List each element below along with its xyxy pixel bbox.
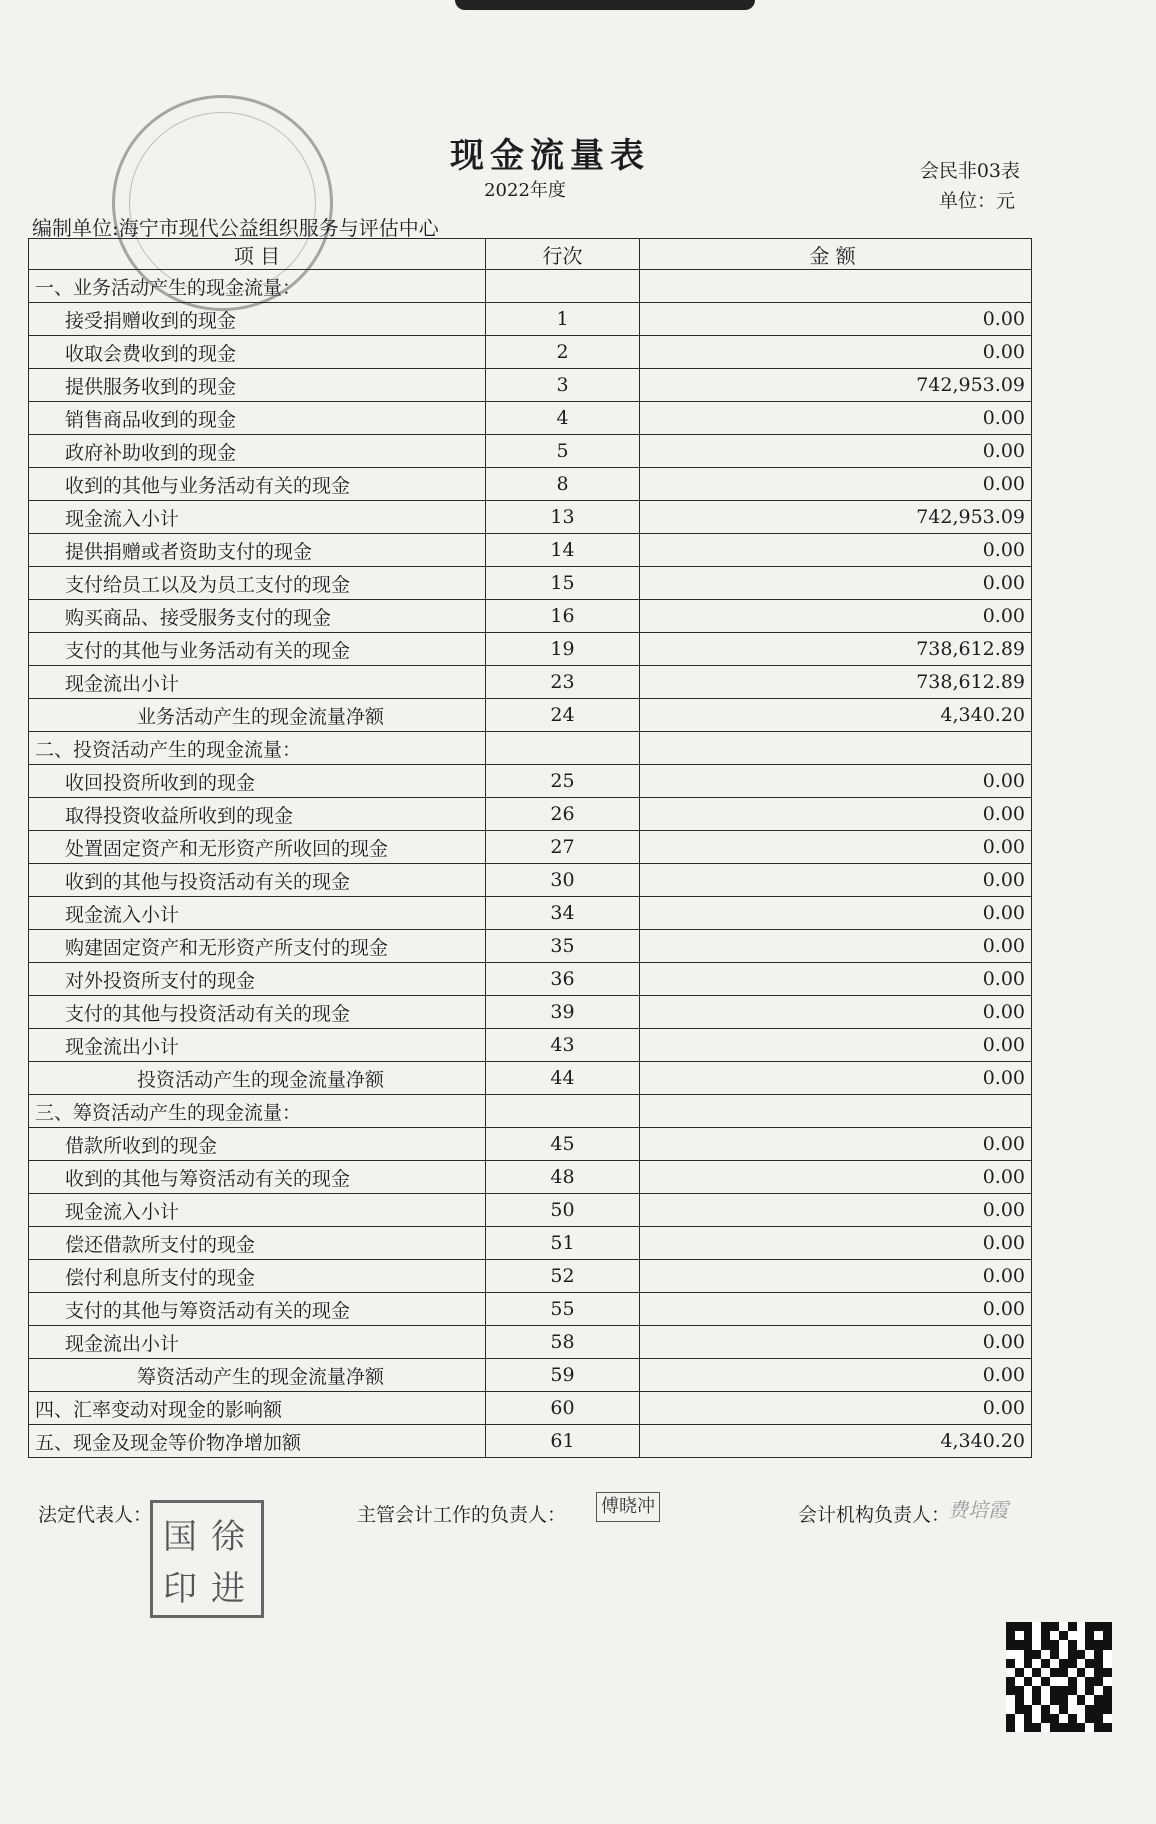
preparing-organization: 编制单位:海宁市现代公益组织服务与评估中心 xyxy=(32,216,439,240)
row-amount: 0.00 xyxy=(640,600,1032,633)
row-amount: 0.00 xyxy=(640,567,1032,600)
table-row xyxy=(29,270,1032,303)
row-item: 支付的其他与投资活动有关的现金 xyxy=(29,996,486,1029)
table-row xyxy=(29,534,1032,567)
table-row xyxy=(29,402,1032,435)
seal-char: 国 xyxy=(163,1517,197,1557)
table-row xyxy=(29,930,1032,963)
personal-seal xyxy=(150,1500,264,1618)
row-amount: 0.00 xyxy=(640,864,1032,897)
row-amount: 0.00 xyxy=(640,1392,1032,1425)
row-line-number: 13 xyxy=(486,501,640,534)
row-item: 现金流入小计 xyxy=(29,1194,486,1227)
row-item: 支付的其他与筹资活动有关的现金 xyxy=(29,1293,486,1326)
row-amount: 0.00 xyxy=(640,930,1032,963)
table-row xyxy=(29,1260,1032,1293)
table-row xyxy=(29,798,1032,831)
cash-flow-table xyxy=(28,238,1032,1458)
row-amount: 0.00 xyxy=(640,1194,1032,1227)
table-row xyxy=(29,1194,1032,1227)
row-amount: 0.00 xyxy=(640,435,1032,468)
table-header-row xyxy=(29,239,1032,270)
seal-char: 徐 xyxy=(211,1517,245,1557)
table-row xyxy=(29,567,1032,600)
row-item: 二、投资活动产生的现金流量： xyxy=(29,732,486,765)
dept-head-label: 会计机构负责人： xyxy=(798,1504,951,1526)
row-line-number: 15 xyxy=(486,567,640,600)
row-line-number: 44 xyxy=(486,1062,640,1095)
table-row xyxy=(29,897,1032,930)
row-item: 对外投资所支付的现金 xyxy=(29,963,486,996)
table-row xyxy=(29,468,1032,501)
row-item: 偿付利息所支付的现金 xyxy=(29,1260,486,1293)
row-item: 处置固定资产和无形资产所收回的现金 xyxy=(29,831,486,864)
row-item: 销售商品收到的现金 xyxy=(29,402,486,435)
row-amount: 738,612.89 xyxy=(640,666,1032,699)
row-item: 购建固定资产和无形资产所支付的现金 xyxy=(29,930,486,963)
row-amount: 0.00 xyxy=(640,831,1032,864)
row-amount: 0.00 xyxy=(640,1227,1032,1260)
row-line-number: 60 xyxy=(486,1392,640,1425)
row-amount: 742,953.09 xyxy=(640,501,1032,534)
table-row xyxy=(29,666,1032,699)
row-item: 现金流入小计 xyxy=(29,501,486,534)
row-line-number: 1 xyxy=(486,303,640,336)
row-item: 接受捐赠收到的现金 xyxy=(29,303,486,336)
row-item: 投资活动产生的现金流量净额 xyxy=(29,1062,486,1095)
row-amount: 0.00 xyxy=(640,1293,1032,1326)
row-item: 政府补助收到的现金 xyxy=(29,435,486,468)
table-row xyxy=(29,1062,1032,1095)
table-row xyxy=(29,435,1032,468)
row-amount: 0.00 xyxy=(640,1260,1032,1293)
row-line-number: 55 xyxy=(486,1293,640,1326)
row-item: 四、汇率变动对现金的影响额 xyxy=(29,1392,486,1425)
row-line-number: 27 xyxy=(486,831,640,864)
table-row xyxy=(29,633,1032,666)
row-line-number: 36 xyxy=(486,963,640,996)
table-row xyxy=(29,864,1032,897)
row-item: 三、筹资活动产生的现金流量： xyxy=(29,1095,486,1128)
table-row xyxy=(29,963,1032,996)
row-line-number: 25 xyxy=(486,765,640,798)
row-item: 收到的其他与业务活动有关的现金 xyxy=(29,468,486,501)
row-line-number: 5 xyxy=(486,435,640,468)
row-amount: 738,612.89 xyxy=(640,633,1032,666)
row-item: 一、业务活动产生的现金流量： xyxy=(29,270,486,303)
row-item: 借款所收到的现金 xyxy=(29,1128,486,1161)
table-row xyxy=(29,1029,1032,1062)
row-line-number: 58 xyxy=(486,1326,640,1359)
form-number: 会民非03表 xyxy=(919,160,1020,182)
row-line-number: 35 xyxy=(486,930,640,963)
row-line-number: 2 xyxy=(486,336,640,369)
row-item: 五、现金及现金等价物净增加额 xyxy=(29,1425,486,1458)
header-item: 项 目 xyxy=(29,239,486,270)
header-amount: 金 额 xyxy=(640,239,1032,270)
row-line-number: 4 xyxy=(486,402,640,435)
document-title: 现金流量表 xyxy=(450,136,650,176)
row-item: 支付的其他与业务活动有关的现金 xyxy=(29,633,486,666)
row-amount: 0.00 xyxy=(640,1062,1032,1095)
row-item: 现金流入小计 xyxy=(29,897,486,930)
row-item: 现金流出小计 xyxy=(29,1029,486,1062)
row-item: 收取会费收到的现金 xyxy=(29,336,486,369)
table-row xyxy=(29,303,1032,336)
table-row xyxy=(29,600,1032,633)
row-amount: 0.00 xyxy=(640,765,1032,798)
row-amount: 0.00 xyxy=(640,468,1032,501)
row-line-number: 48 xyxy=(486,1161,640,1194)
row-line-number: 43 xyxy=(486,1029,640,1062)
row-item: 收回投资所收到的现金 xyxy=(29,765,486,798)
accounting-head-label: 主管会计工作的负责人： xyxy=(357,1504,567,1526)
row-amount: 0.00 xyxy=(640,1326,1032,1359)
row-amount: 0.00 xyxy=(640,402,1032,435)
table-row xyxy=(29,996,1032,1029)
row-line-number: 39 xyxy=(486,996,640,1029)
table-row xyxy=(29,1392,1032,1425)
table-row xyxy=(29,1359,1032,1392)
row-item: 收到的其他与投资活动有关的现金 xyxy=(29,864,486,897)
dept-head-signature: 费培霞 xyxy=(948,1498,1008,1522)
row-amount: 0.00 xyxy=(640,336,1032,369)
table-body xyxy=(29,270,1032,1458)
table-row xyxy=(29,831,1032,864)
row-item: 偿还借款所支付的现金 xyxy=(29,1227,486,1260)
row-line-number: 14 xyxy=(486,534,640,567)
row-amount: 0.00 xyxy=(640,1161,1032,1194)
accounting-head-signature: 傅晓冲 xyxy=(596,1492,660,1522)
row-item: 取得投资收益所收到的现金 xyxy=(29,798,486,831)
row-amount: 0.00 xyxy=(640,1029,1032,1062)
row-amount: 0.00 xyxy=(640,1359,1032,1392)
currency-unit: 单位：元 xyxy=(938,190,1015,212)
row-line-number: 16 xyxy=(486,600,640,633)
row-item: 业务活动产生的现金流量净额 xyxy=(29,699,486,732)
row-item: 现金流出小计 xyxy=(29,666,486,699)
row-line-number: 59 xyxy=(486,1359,640,1392)
row-line-number xyxy=(486,1095,640,1128)
table-row xyxy=(29,369,1032,402)
row-line-number: 34 xyxy=(486,897,640,930)
row-amount: 4,340.20 xyxy=(640,699,1032,732)
row-line-number: 26 xyxy=(486,798,640,831)
row-line-number xyxy=(486,732,640,765)
row-item: 现金流出小计 xyxy=(29,1326,486,1359)
table-row xyxy=(29,765,1032,798)
row-amount: 0.00 xyxy=(640,798,1032,831)
row-amount: 0.00 xyxy=(640,996,1032,1029)
seal-char: 印 xyxy=(163,1569,197,1609)
row-line-number: 50 xyxy=(486,1194,640,1227)
row-line-number: 52 xyxy=(486,1260,640,1293)
row-line-number: 3 xyxy=(486,369,640,402)
row-line-number: 8 xyxy=(486,468,640,501)
row-item: 筹资活动产生的现金流量净额 xyxy=(29,1359,486,1392)
row-line-number: 23 xyxy=(486,666,640,699)
table-row xyxy=(29,501,1032,534)
row-amount xyxy=(640,1095,1032,1128)
row-amount: 0.00 xyxy=(640,303,1032,336)
header-line: 行次 xyxy=(486,239,640,270)
row-item: 收到的其他与筹资活动有关的现金 xyxy=(29,1161,486,1194)
row-amount: 0.00 xyxy=(640,1128,1032,1161)
table-row xyxy=(29,1128,1032,1161)
table-row xyxy=(29,1326,1032,1359)
row-amount: 4,340.20 xyxy=(640,1425,1032,1458)
row-amount: 0.00 xyxy=(640,963,1032,996)
row-line-number: 30 xyxy=(486,864,640,897)
row-item: 购买商品、接受服务支付的现金 xyxy=(29,600,486,633)
row-line-number: 45 xyxy=(486,1128,640,1161)
row-line-number: 24 xyxy=(486,699,640,732)
row-item: 支付给员工以及为员工支付的现金 xyxy=(29,567,486,600)
row-line-number: 19 xyxy=(486,633,640,666)
row-line-number: 61 xyxy=(486,1425,640,1458)
table-row xyxy=(29,1095,1032,1128)
row-amount: 742,953.09 xyxy=(640,369,1032,402)
table-row xyxy=(29,1161,1032,1194)
scan-shadow xyxy=(455,0,755,10)
row-amount xyxy=(640,270,1032,303)
table-row xyxy=(29,732,1032,765)
row-item: 提供服务收到的现金 xyxy=(29,369,486,402)
legal-representative-label: 法定代表人： xyxy=(38,1504,153,1526)
row-amount: 0.00 xyxy=(640,534,1032,567)
seal-char: 进 xyxy=(211,1569,245,1609)
table-row xyxy=(29,1425,1032,1458)
row-amount: 0.00 xyxy=(640,897,1032,930)
table-row xyxy=(29,1227,1032,1260)
row-line-number xyxy=(486,270,640,303)
row-amount xyxy=(640,732,1032,765)
row-item: 提供捐赠或者资助支付的现金 xyxy=(29,534,486,567)
table-row xyxy=(29,699,1032,732)
document-year: 2022年度 xyxy=(484,180,566,201)
row-line-number: 51 xyxy=(486,1227,640,1260)
table-row xyxy=(29,336,1032,369)
table-row xyxy=(29,1293,1032,1326)
qr-code xyxy=(1006,1622,1112,1732)
